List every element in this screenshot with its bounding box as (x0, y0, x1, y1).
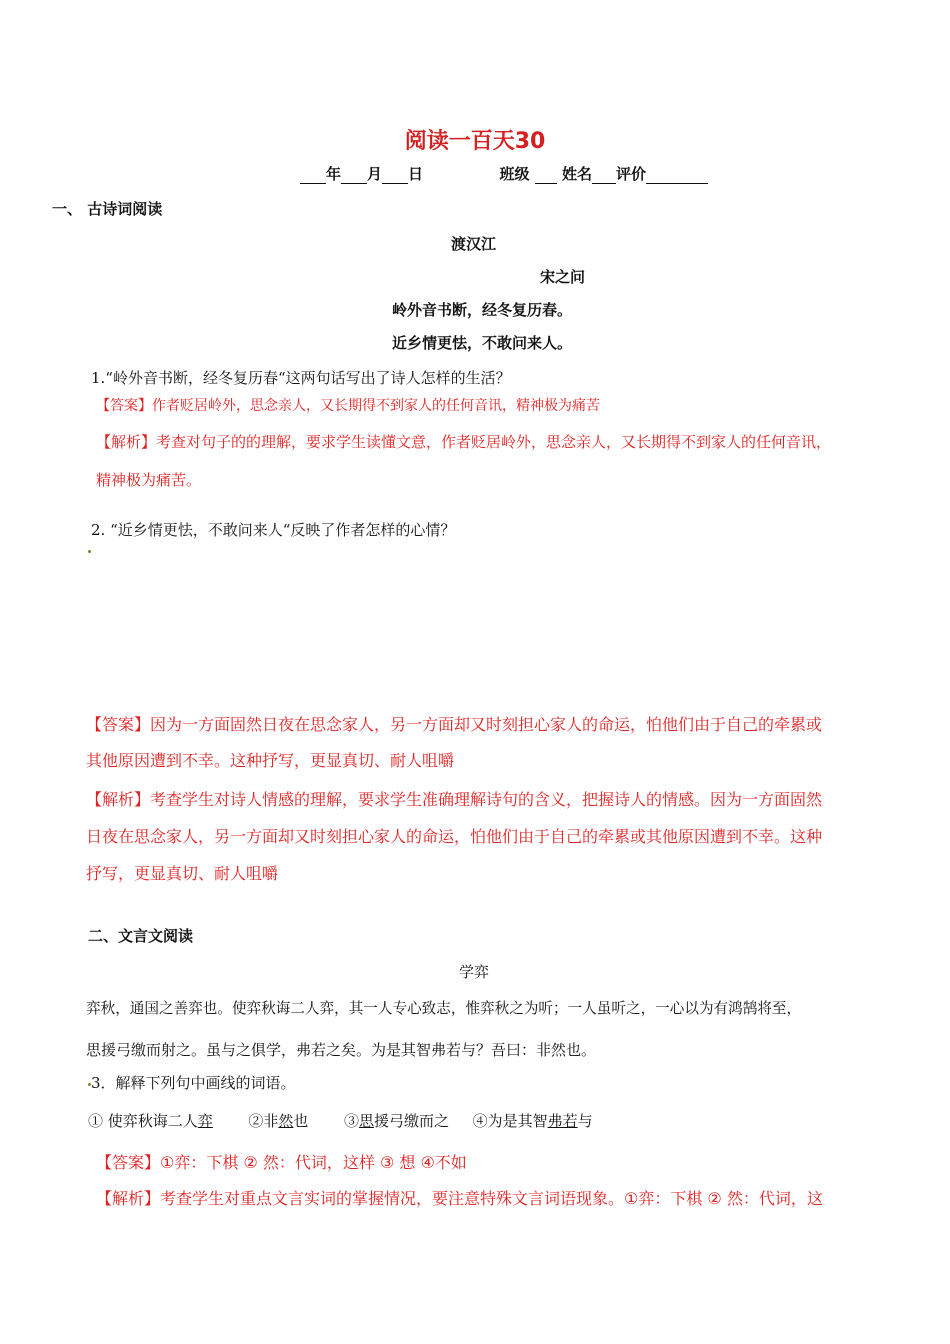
question-1-analysis-line-1: 【解析】考查对句子的的理解，要求学生读懂文意，作者贬居岭外，思念亲人，又长期得不到家人的任何音讯， (96, 433, 832, 451)
question-3: 3．解释下列句中画线的词语。 (91, 1074, 296, 1092)
item-4-suffix: 与 (577, 1112, 593, 1130)
day-blank (382, 169, 408, 184)
item-1-underlined-word: 弈 (197, 1112, 213, 1130)
item-2-prefix: ②非 (248, 1112, 279, 1130)
item-2-underlined-word: 然 (278, 1112, 294, 1130)
name-blank (592, 169, 616, 184)
item-4-prefix: ④为是其智 (472, 1112, 548, 1130)
classical-text-line-2: 思援弓缴而射之。虽与之俱学，弗若之矣。为是其智弗若与？吾曰：非然也。 (86, 1041, 597, 1059)
name-label: 姓名 (562, 165, 593, 183)
eval-label: 评价 (616, 165, 647, 183)
student-info-line (300, 163, 708, 184)
question-3-answer: 【答案】①弈：下棋 ② 然：代词，这样 ③ 想 ④不如 (96, 1153, 467, 1172)
poem-line-1: 岭外音书断，经冬复历春。 (392, 301, 573, 319)
month-label: 月 (367, 165, 383, 183)
question-2-analysis-line-2: 日夜在思念家人，另一方面却又时刻担心家人的命运，怕他们由于自己的牵累或其他原因遭到不幸。这种 (86, 827, 823, 846)
year-blank (300, 169, 326, 184)
question-3-items (88, 1110, 593, 1131)
question-1: 1.“岭外音书断，经冬复历春“这两句话写出了诗人怎样的生活？ (91, 369, 511, 387)
item-1-prefix: ① 使弈秋诲二人 (88, 1112, 198, 1130)
poem-line-2: 近乡情更怯，不敢问来人。 (392, 334, 573, 352)
question-1-answer: 【答案】作者贬居岭外，思念亲人，又长期得不到家人的任何音讯，精神极为痛苦 (96, 398, 600, 414)
item-4-underlined-word: 弗若 (547, 1112, 578, 1130)
item-3-underlined-word: 思 (358, 1112, 374, 1130)
year-label: 年 (326, 165, 342, 183)
question-2: 2. “近乡情更怯，不敢问来人“反映了作者怎样的心情？ (91, 521, 456, 539)
item-3-suffix: 援弓缴而之 (374, 1112, 450, 1130)
question-2-analysis-line-1: 【解析】考查学生对诗人情感的理解，要求学生准确理解诗句的含义，把握诗人的情感。因为一方面固然 (86, 790, 823, 809)
section1-heading: 一、 古诗词阅读 (52, 200, 163, 218)
page-title: 阅读一百天30 (404, 129, 546, 154)
section2-heading: 二、文言文阅读 (88, 927, 194, 945)
question-2-answer-line-1: 【答案】因为一方面固然日夜在思念家人，另一方面却又时刻担心家人的命运，怕他们由于自己的牵累或 (86, 715, 823, 734)
month-blank (341, 169, 367, 184)
question-2-answer-line-2: 其他原因遭到不幸。这种抒写，更显真切、耐人咀嚼 (86, 751, 455, 770)
poem-author: 宋之问 (540, 268, 586, 286)
stray-mark (88, 550, 91, 553)
classical-text-title: 学弈 (459, 963, 490, 981)
eval-blank (646, 169, 708, 184)
question-3-analysis: 【解析】考查学生对重点文言实词的掌握情况，要注意特殊文言词语现象。①弈：下棋 ② 然：代词，这 (96, 1189, 823, 1208)
question-1-analysis-line-2: 精神极为痛苦。 (96, 471, 202, 489)
day-label: 日 (408, 165, 424, 183)
class-blank (535, 169, 557, 184)
classical-text-line-1: 弈秋，通国之善弈也。使弈秋诲二人弈，其一人专心致志，惟弈秋之为听；一人虽听之，一心以为有鸿鹄将至， (86, 1000, 802, 1017)
poem-title: 渡汉江 (451, 235, 497, 253)
item-2-suffix: 也 (293, 1112, 309, 1130)
class-label: 班级 (499, 165, 530, 183)
item-3-prefix: ③ (343, 1112, 359, 1130)
question-2-analysis-line-3: 抒写，更显真切、耐人咀嚼 (86, 864, 279, 883)
